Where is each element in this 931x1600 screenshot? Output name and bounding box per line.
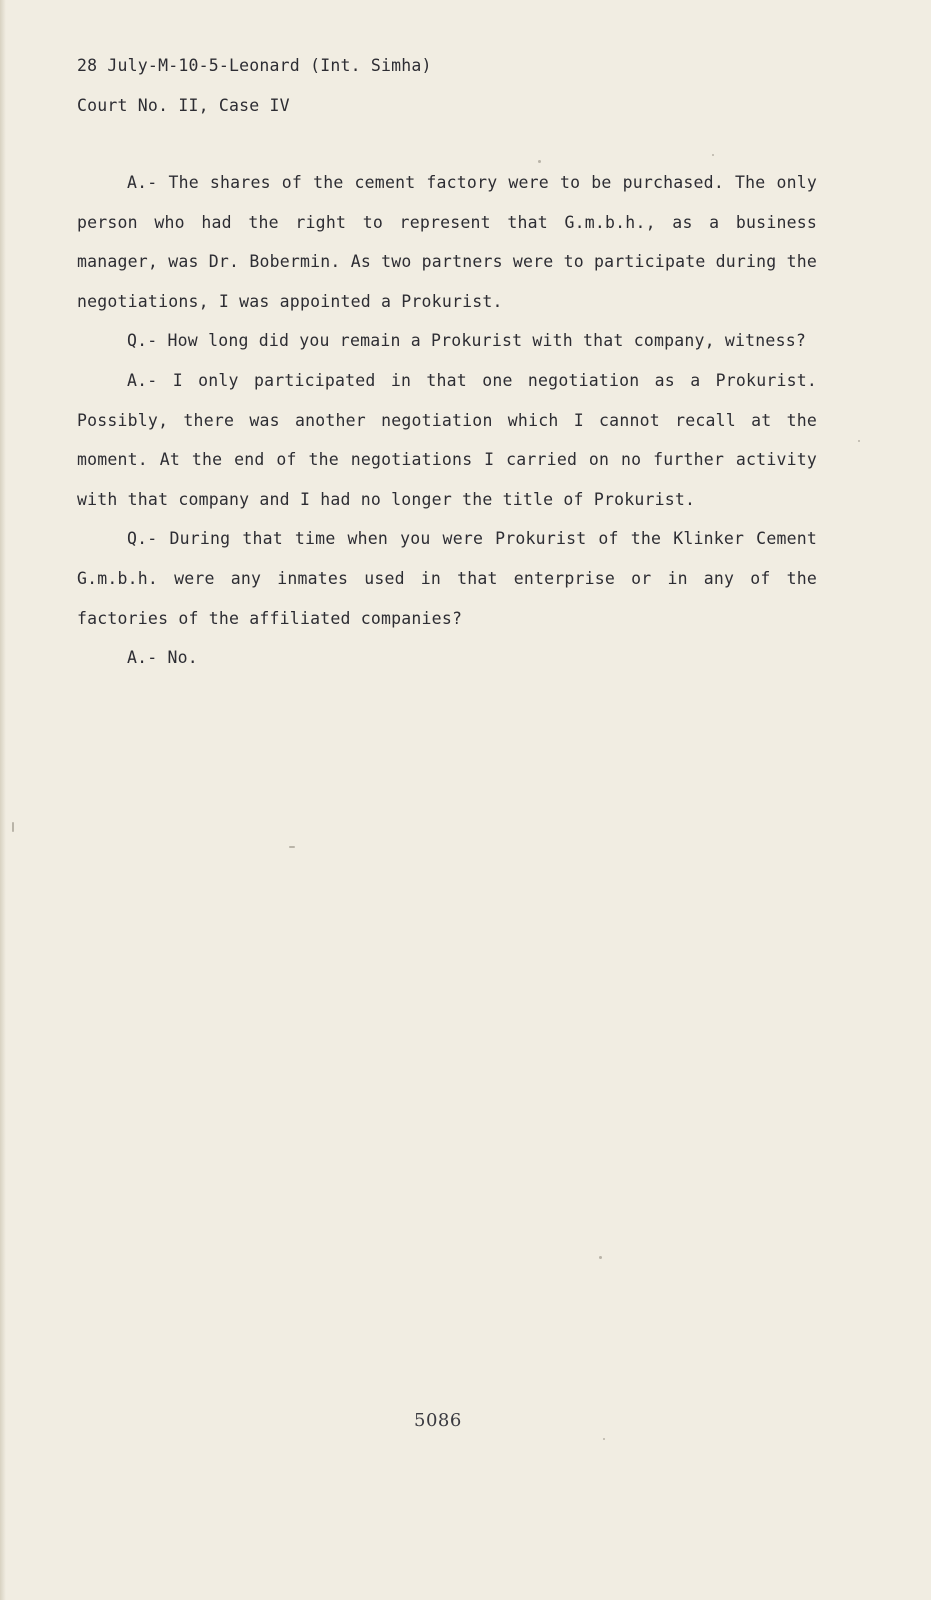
transcript-paragraph: A.- I only participated in that one negotiation as a Prokurist. Possibly, there was another negotiation which I cannot recall at the moment. At the end of the negotiations I carried on no further activity with that company and I had no longer the title of Prokurist. [77, 370, 817, 509]
transcript-body [77, 163, 817, 678]
page-edge [0, 0, 6, 1600]
paper-speck [538, 160, 541, 163]
transcript-paragraph: A.- The shares of the cement factory were to be purchased. The only person who had the right to represent that G.m.b.h., as a business manager, was Dr. Bobermin. As two partners were to participate during the negotiations, I was appointed a Prokurist. [77, 173, 817, 311]
transcript-paragraph: Q.- How long did you remain a Prokurist with that company, witness? [127, 331, 806, 351]
paper-speck [12, 822, 14, 832]
paper-speck [599, 1256, 602, 1259]
transcript-paragraph: Q.- During that time when you were Prokurist of the Klinker Cement G.m.b.h. were any inmates used in that enterprise or in any of the factories of the affiliated companies? [77, 529, 817, 628]
header-line-court-case: Court No. II, Case IV [77, 96, 290, 115]
paper-speck [289, 846, 295, 848]
header-line-date-reference: 28 July-M-10-5-Leonard (Int. Simha) [77, 56, 432, 75]
paper-speck [858, 440, 860, 442]
transcript-paragraph: A.- No. [127, 648, 198, 668]
paper-speck [712, 154, 714, 156]
document-header [77, 46, 432, 126]
page-number: 5086 [414, 1410, 462, 1431]
paper-speck [603, 1438, 605, 1440]
